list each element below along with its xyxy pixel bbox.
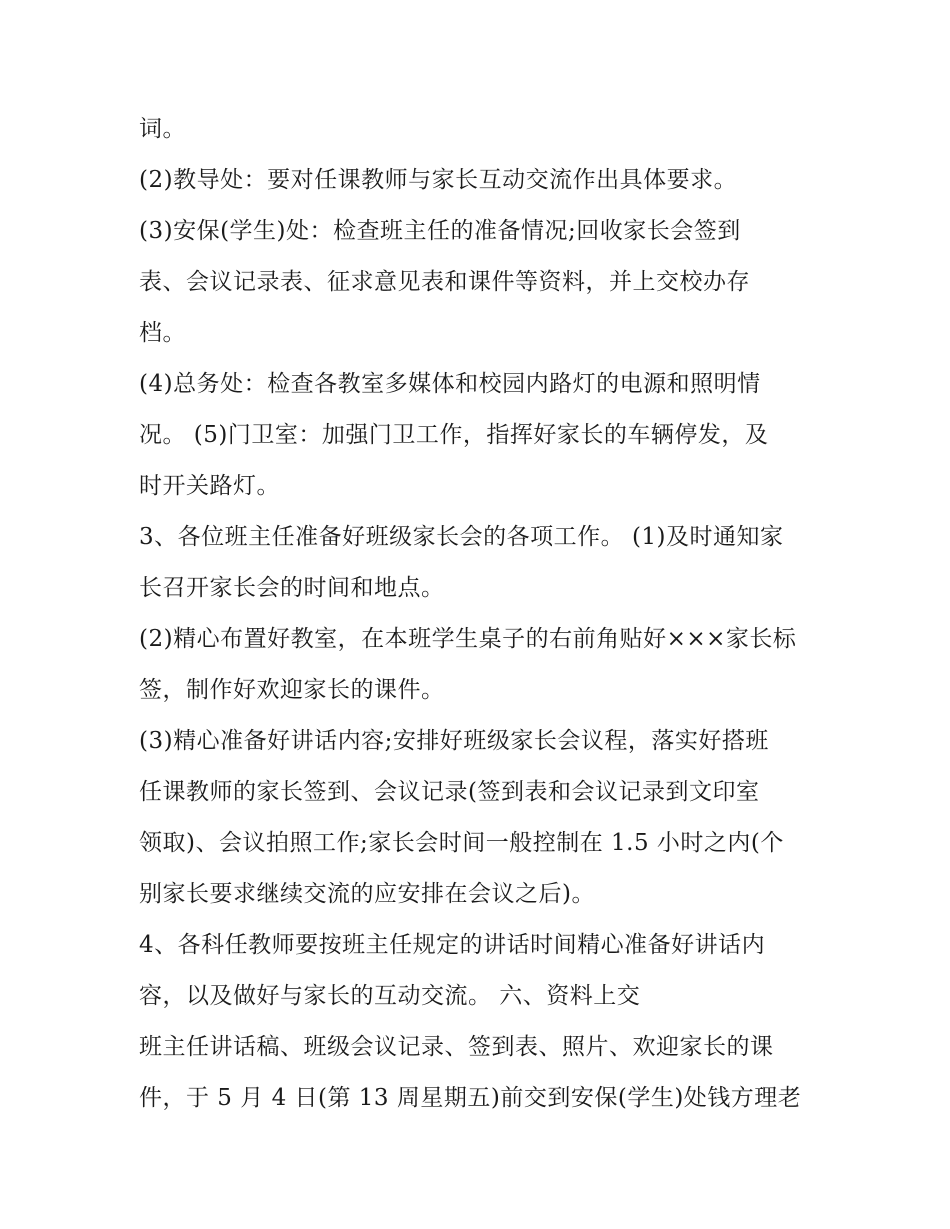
text-line: 件，于 5 月 4 日(第 13 周星期五)前交到安保(学生)处钱方理老: [139, 1085, 802, 1111]
text-line: (3)精心准备好讲话内容;安排好班级家长会议程，落实好搭班: [139, 728, 769, 754]
text-line: (3)安保(学生)处：检查班主任的准备情况;回收家长会签到: [139, 218, 741, 244]
text-line: 别家长要求继续交流的应安排在会议之后)。: [139, 881, 595, 907]
text-line: (2)精心布置好教室，在本班学生桌子的右前角贴好×××家长标: [139, 626, 797, 652]
text-line: 签，制作好欢迎家长的课件。: [139, 677, 445, 703]
text-line: 领取)、会议拍照工作;家长会时间一般控制在 1.5 小时之内(个: [139, 830, 784, 856]
text-line: 容，以及做好与家长的互动交流。 六、资料上交: [139, 983, 641, 1009]
text-line: 词。: [139, 116, 186, 142]
text-line: 表、会议记录表、征求意见表和课件等资料，并上交校办存: [139, 269, 750, 295]
text-line: 况。 (5)门卫室：加强门卫工作，指挥好家长的车辆停发，及: [139, 422, 769, 448]
text-line: 时开关路灯。: [139, 473, 280, 499]
text-line: 班主任讲话稿、班级会议记录、签到表、照片、欢迎家长的课: [139, 1034, 774, 1060]
text-line: (2)教导处：要对任课教师与家长互动交流作出具体要求。: [139, 167, 738, 193]
text-line: 长召开家长会的时间和地点。: [139, 575, 445, 601]
text-line: 任课教师的家长签到、会议记录(签到表和会议记录到文印室: [139, 779, 760, 805]
document-body: [139, 104, 829, 1124]
text-line: (4)总务处：检查各教室多媒体和校园内路灯的电源和照明情: [139, 371, 761, 397]
text-line: 档。: [139, 320, 186, 346]
text-line: 3、各位班主任准备好班级家长会的各项工作。 (1)及时通知家: [139, 524, 784, 550]
text-line: 4、各科任教师要按班主任规定的讲话时间精心准备好讲话内: [139, 932, 766, 958]
